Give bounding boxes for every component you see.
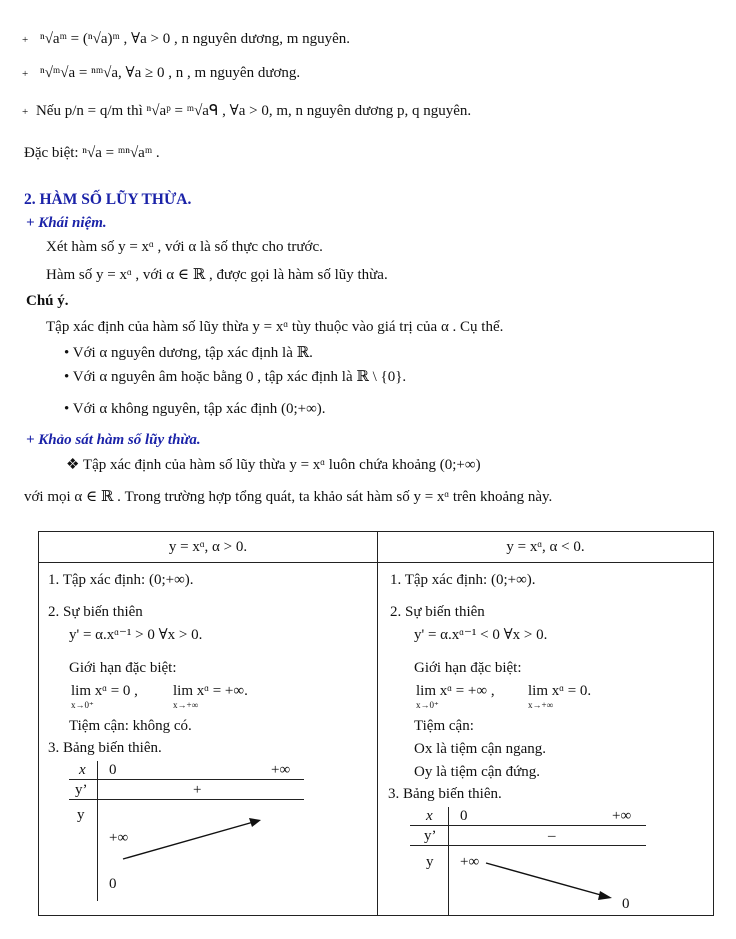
right-limit-1: lim xᵅ = +∞ , [416, 683, 495, 699]
note-heading: Chú ý. [26, 293, 69, 309]
concept-heading: + Khái niệm. [26, 215, 107, 231]
vt-left-vline [97, 761, 98, 901]
right-table-title: 3. Bảng biến thiên. [388, 786, 502, 802]
formula-text: Đặc biệt: ⁿ√a = ᵐⁿ√aᵐ . [24, 145, 160, 161]
survey-line-2: với mọi α ∈ ℝ . Trong trường hợp tổng quát, ta khảo sát hàm số y = xᵅ trên khoảng này. [24, 489, 553, 505]
note-intro: Tập xác định của hàm số lũy thừa y = xᵅ tùy thuộc vào giá trị của α . Cụ thể. [46, 319, 504, 335]
vt-left-x0: 0 [109, 762, 117, 778]
vt-left-hline-1 [69, 779, 304, 780]
note-bullet-3: • Với α không nguyên, tập xác định (0;+∞). [64, 401, 326, 417]
formula-special [24, 146, 160, 161]
right-asymptote: Tiệm cận: [414, 718, 474, 734]
left-column [39, 563, 378, 916]
vt-right-hline-2 [410, 845, 646, 846]
left-limit-1: lim xᵅ = 0 , [71, 683, 138, 699]
formula-1 [22, 32, 350, 47]
vt-right-sign: – [548, 828, 556, 844]
right-variation-title: 2. Sự biến thiên [390, 604, 485, 620]
vt-left-xinf: +∞ [271, 762, 291, 778]
left-derivative: y' = α.xᵅ⁻¹ > 0 ∀x > 0. [69, 627, 203, 643]
vt-left-y0: 0 [109, 876, 117, 892]
left-header: y = xᵅ, α > 0. [168, 539, 248, 555]
vt-right-y: y [426, 854, 434, 870]
comparison-table [38, 531, 714, 916]
right-header-cell [378, 532, 714, 563]
vt-left-arrow [109, 803, 309, 883]
vt-right-yinf: +∞ [460, 854, 480, 870]
left-asymptote: Tiệm cận: không có. [69, 718, 192, 734]
vt-right-hline-1 [410, 825, 646, 826]
note-bullet-2: • Với α nguyên âm hoặc bằng 0 , tập xác định là ℝ \ {0}. [64, 369, 407, 385]
left-limit-2-sub: x→+∞ [173, 700, 198, 710]
right-column [378, 563, 714, 916]
right-asymptote-2: Oy là tiệm cận đứng. [414, 764, 541, 780]
vt-left-yinf: +∞ [109, 830, 129, 846]
formula-text: ⁿ√ᵐ√a = ⁿᵐ√a, ∀a ≥ 0 , n , m nguyên dương. [39, 65, 301, 81]
vt-right-arrow [478, 855, 658, 915]
left-variation-title: 2. Sự biến thiên [48, 604, 143, 620]
formula-text: ⁿ√aᵐ = (ⁿ√a)ᵐ , ∀a > 0 , n nguyên dương, m nguyên. [39, 31, 351, 47]
bullet-plus: + [22, 68, 29, 80]
vt-left-hline-2 [69, 799, 304, 800]
right-domain: 1. Tập xác định: (0;+∞). [390, 572, 536, 588]
left-limit-2: lim xᵅ = +∞. [173, 683, 248, 699]
bullet-plus: + [22, 34, 29, 46]
section-title: 2. HÀM SỐ LŨY THỪA. [24, 191, 192, 208]
right-limit-2-sub: x→+∞ [528, 700, 553, 710]
left-limit-1-sub: x→0⁺ [71, 700, 94, 710]
vt-right-xinf: +∞ [612, 808, 632, 824]
left-header-cell [39, 532, 378, 563]
right-derivative: y' = α.xᵅ⁻¹ < 0 ∀x > 0. [414, 627, 548, 643]
left-limits-title: Giới hạn đặc biệt: [69, 660, 177, 676]
concept-line-1: Xét hàm số y = xᵅ , với α là số thực cho trước. [46, 239, 323, 255]
bullet-plus: + [22, 106, 29, 118]
survey-heading: + Khảo sát hàm số lũy thừa. [26, 432, 201, 448]
vt-right-y0: 0 [622, 896, 630, 912]
left-table-title: 3. Bảng biến thiên. [48, 740, 162, 756]
vt-left-y: y [77, 807, 85, 823]
right-header: y = xᵅ, α < 0. [506, 539, 585, 555]
formula-2 [22, 66, 300, 81]
right-limit-1-sub: x→0⁺ [416, 700, 439, 710]
vt-right-x: x [426, 808, 433, 824]
vt-right-vline [448, 807, 449, 915]
right-limits-title: Giới hạn đặc biệt: [414, 660, 522, 676]
vt-right-x0: 0 [460, 808, 468, 824]
formula-text: Nếu p/n = q/m thì ⁿ√aᵖ = ᵐ√aᑫ , ∀a > 0, m, n nguyên dương p, q nguyên. [35, 103, 472, 119]
vt-left-yp: y’ [75, 782, 88, 798]
vt-left-sign: + [193, 782, 202, 798]
formula-3 [22, 104, 471, 119]
right-asymptote-1: Ox là tiệm cận ngang. [414, 741, 547, 757]
left-domain: 1. Tập xác định: (0;+∞). [48, 572, 194, 588]
concept-line-2: Hàm số y = xᵅ , với α ∈ ℝ , được gọi là hàm số lũy thừa. [46, 267, 388, 283]
vt-left-x: x [79, 762, 86, 778]
survey-line-1: ❖ Tập xác định của hàm số lũy thừa y = xᵅ luôn chứa khoảng (0;+∞) [66, 457, 481, 473]
right-limit-2: lim xᵅ = 0. [528, 683, 592, 699]
vt-right-yp: y’ [424, 828, 437, 844]
note-bullet-1: • Với α nguyên dương, tập xác định là ℝ. [64, 345, 313, 361]
